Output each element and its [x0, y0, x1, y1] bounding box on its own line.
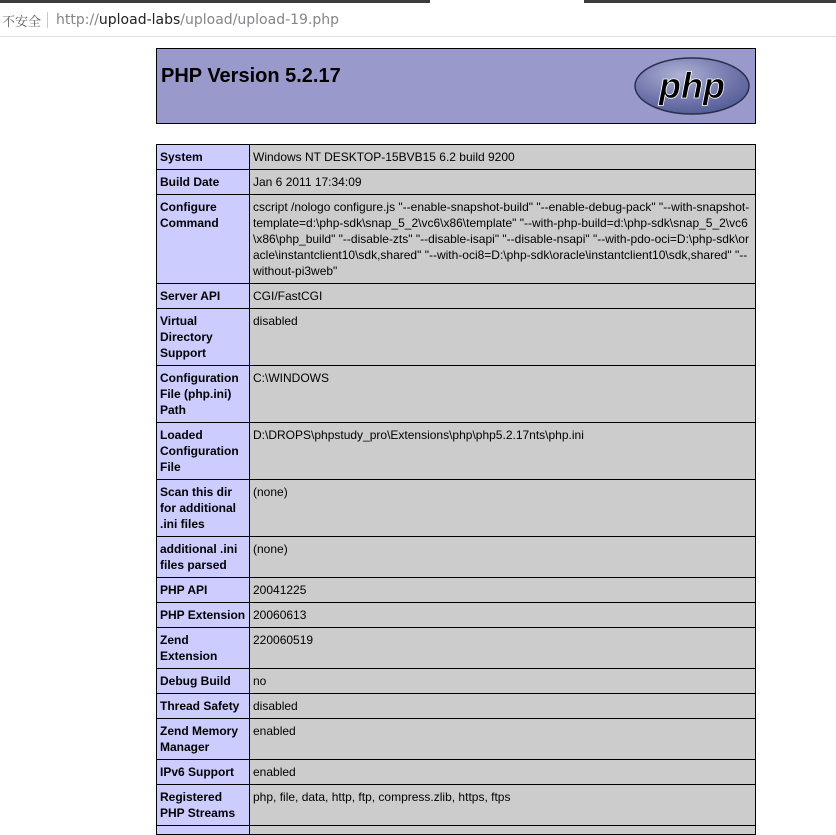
row-key: Build Date [157, 170, 250, 195]
row-key: additional .ini files parsed [157, 537, 250, 578]
toolbar-divider [0, 36, 836, 37]
table-row [157, 628, 756, 669]
table-row [157, 826, 756, 835]
row-value: disabled [250, 694, 756, 719]
row-value: Windows NT DESKTOP-15BVB15 6.2 build 9200 [250, 145, 756, 170]
browser-tab-strip-left [0, 0, 430, 3]
row-key: Virtual Directory Support [157, 309, 250, 366]
table-row [157, 195, 756, 284]
row-key: Configuration File (php.ini) Path [157, 366, 250, 423]
row-key: Registered PHP Streams [157, 785, 250, 826]
row-key [157, 826, 250, 835]
row-key: PHP API [157, 578, 250, 603]
row-key: System [157, 145, 250, 170]
row-value: php, file, data, http, ftp, compress.zlib, https, ftps [250, 785, 756, 826]
row-key: Loaded Configuration File [157, 423, 250, 480]
row-value: enabled [250, 719, 756, 760]
row-value: 20041225 [250, 578, 756, 603]
address-divider [47, 12, 48, 28]
row-value: enabled [250, 760, 756, 785]
table-row [157, 785, 756, 826]
table-row [157, 366, 756, 423]
row-key: Scan this dir for additional .ini files [157, 480, 250, 537]
row-value: D:\DROPS\phpstudy_pro\Extensions\php\php5.2.17nts\php.ini [250, 423, 756, 480]
url-path: /upload/upload-19.php [180, 12, 340, 28]
row-value [250, 826, 756, 835]
table-row [157, 170, 756, 195]
security-indicator[interactable]: 不安全 [2, 14, 42, 30]
url-scheme: http:// [56, 12, 99, 28]
row-value: cscript /nologo configure.js "--enable-snapshot-build" "--enable-debug-pack" "--with-snapshot-template=d:\php-sdk\snap_5_2\vc6\x86\template" "--with-php-build=d:\php-sdk\snap_5_2\vc6\x86\php_build" "--disable-zts" "--disable-isapi" "--disable-nsapi" "--with-pdo-oci=D:\php-sdk\oracle\instantclient10\sdk,shared" "--with-oci8=D:\php-sdk\oracle\instantclient10\sdk,shared" "--without-pi3web" [250, 195, 756, 284]
row-value: 20060613 [250, 603, 756, 628]
table-row [157, 669, 756, 694]
table-row [157, 537, 756, 578]
table-row [157, 719, 756, 760]
row-key: Thread Safety [157, 694, 250, 719]
phpinfo-table [156, 144, 756, 835]
row-key: PHP Extension [157, 603, 250, 628]
row-key: Server API [157, 284, 250, 309]
browser-tab-strip-right [584, 0, 836, 3]
php-logo-icon[interactable] [633, 56, 751, 116]
row-value: (none) [250, 537, 756, 578]
url-text[interactable] [56, 12, 339, 28]
table-row [157, 760, 756, 785]
table-row [157, 480, 756, 537]
row-value: 220060519 [250, 628, 756, 669]
url-host: upload-labs [98, 12, 181, 28]
page-title: PHP Version 5.2.17 [161, 65, 341, 87]
row-key: Configure Command [157, 195, 250, 284]
row-key: IPv6 Support [157, 760, 250, 785]
address-bar[interactable] [0, 4, 836, 36]
row-key: Zend Memory Manager [157, 719, 250, 760]
table-row [157, 578, 756, 603]
table-row [157, 284, 756, 309]
row-value: disabled [250, 309, 756, 366]
row-value: CGI/FastCGI [250, 284, 756, 309]
table-row [157, 423, 756, 480]
phpinfo-page [156, 48, 756, 820]
row-value: no [250, 669, 756, 694]
table-row [157, 603, 756, 628]
table-row [157, 145, 756, 170]
row-key: Zend Extension [157, 628, 250, 669]
row-value: (none) [250, 480, 756, 537]
row-value: C:\WINDOWS [250, 366, 756, 423]
row-value: Jan 6 2011 17:34:09 [250, 170, 756, 195]
row-key: Debug Build [157, 669, 250, 694]
phpinfo-header [156, 48, 756, 124]
php-logo-text: php [659, 65, 725, 106]
table-row [157, 309, 756, 366]
table-row [157, 694, 756, 719]
